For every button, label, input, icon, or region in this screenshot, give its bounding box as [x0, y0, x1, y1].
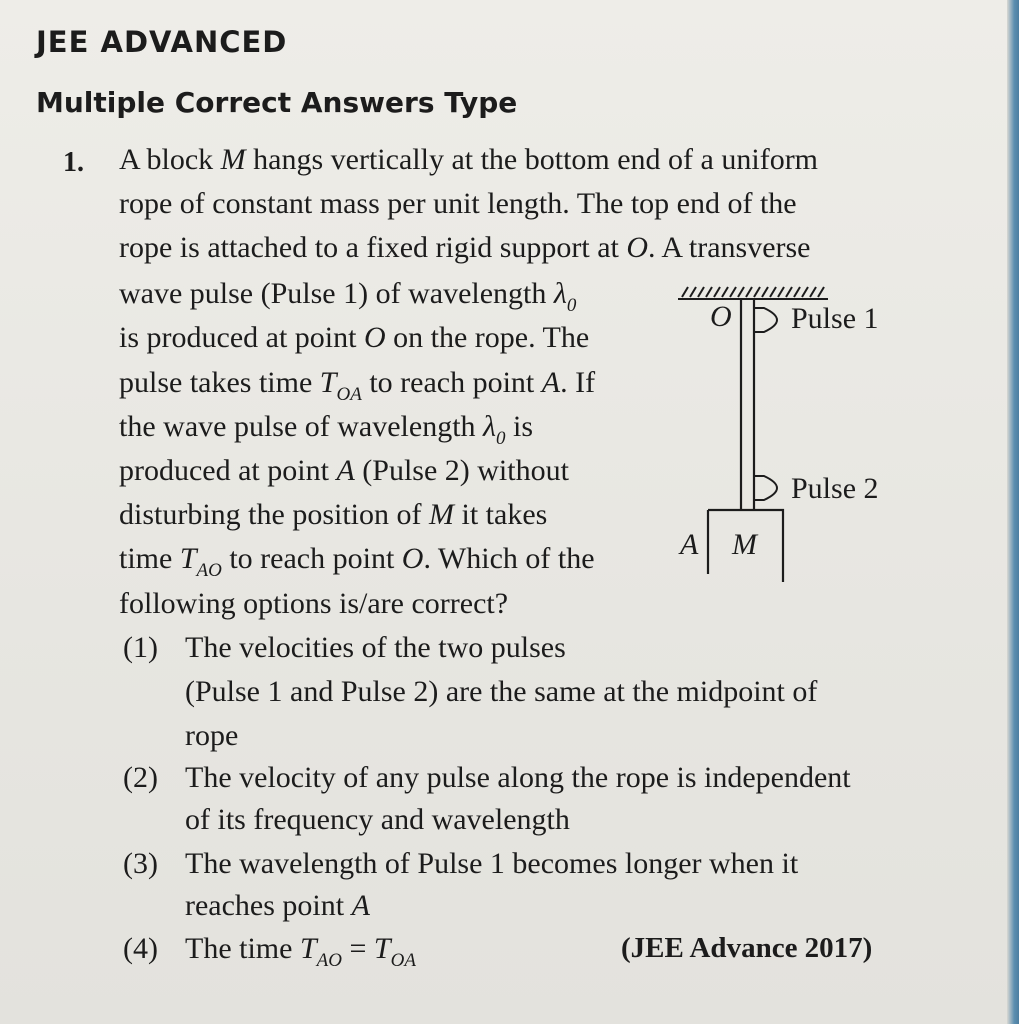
- page-heading: JEE ADVANCED: [36, 25, 288, 59]
- question-line-1: A block M hangs vertically at the bottom end of a uniform: [119, 143, 819, 176]
- option-2-line-1: The velocity of any pulse along the rope is independent: [185, 761, 851, 794]
- pulse-1-shape: [754, 308, 777, 332]
- option-2-line-2: of its frequency and wavelength: [185, 803, 570, 836]
- question-line-5: is produced at point O on the rope. The: [119, 321, 590, 354]
- option-3-line-2: reaches point A: [185, 889, 370, 922]
- section-heading: Multiple Correct Answers Type: [36, 86, 518, 119]
- option-4-line-1: The time $T_{AO} = T_{OA}$: [185, 932, 416, 971]
- option-1-number: (1): [123, 631, 158, 664]
- option-3-number: (3): [123, 847, 158, 880]
- ceiling-support: [678, 287, 828, 299]
- option-1-line-1: The velocities of the two pulses: [185, 631, 566, 664]
- question-line-9: disturbing the position of M it takes: [119, 498, 548, 531]
- pulse-1-label: Pulse 1: [791, 302, 879, 335]
- point-A-label: A: [680, 528, 699, 561]
- option-2-number: (2): [123, 761, 158, 794]
- question-line-8: produced at point A (Pulse 2) without: [119, 454, 569, 487]
- question-line-10: time $T_{AO}$ to reach point O. Which of the: [119, 542, 595, 581]
- question-line-6: pulse takes time $T_{OA}$ to reach point A. If: [119, 366, 596, 405]
- source-citation: (JEE Advance 2017): [621, 932, 873, 964]
- option-3-line-1: The wavelength of Pulse 1 becomes longer when it: [185, 847, 799, 880]
- rope: [741, 300, 754, 510]
- rope-figure: [660, 276, 930, 586]
- question-line-7: the wave pulse of wavelength $\lambda_0$ is: [119, 410, 534, 449]
- pulse-2-shape: [754, 476, 777, 500]
- pulse-2-label: Pulse 2: [791, 472, 879, 505]
- question-line-2: rope of constant mass per unit length. The top end of the: [119, 187, 797, 220]
- page-edge: [1007, 0, 1019, 1024]
- question-line-11: following options is/are correct?: [119, 587, 509, 620]
- question-line-4: wave pulse (Pulse 1) of wavelength $\lambda_0$: [119, 277, 577, 316]
- question-line-3: rope is attached to a fixed rigid support at O. A transverse: [119, 231, 811, 264]
- option-1-line-2: (Pulse 1 and Pulse 2) are the same at the midpoint of: [185, 675, 818, 708]
- point-O-label: O: [710, 300, 732, 333]
- option-4-number: (4): [123, 932, 158, 965]
- question-number: 1.: [63, 147, 84, 178]
- option-1-line-3: rope: [185, 719, 239, 752]
- block-M-label: M: [732, 528, 757, 561]
